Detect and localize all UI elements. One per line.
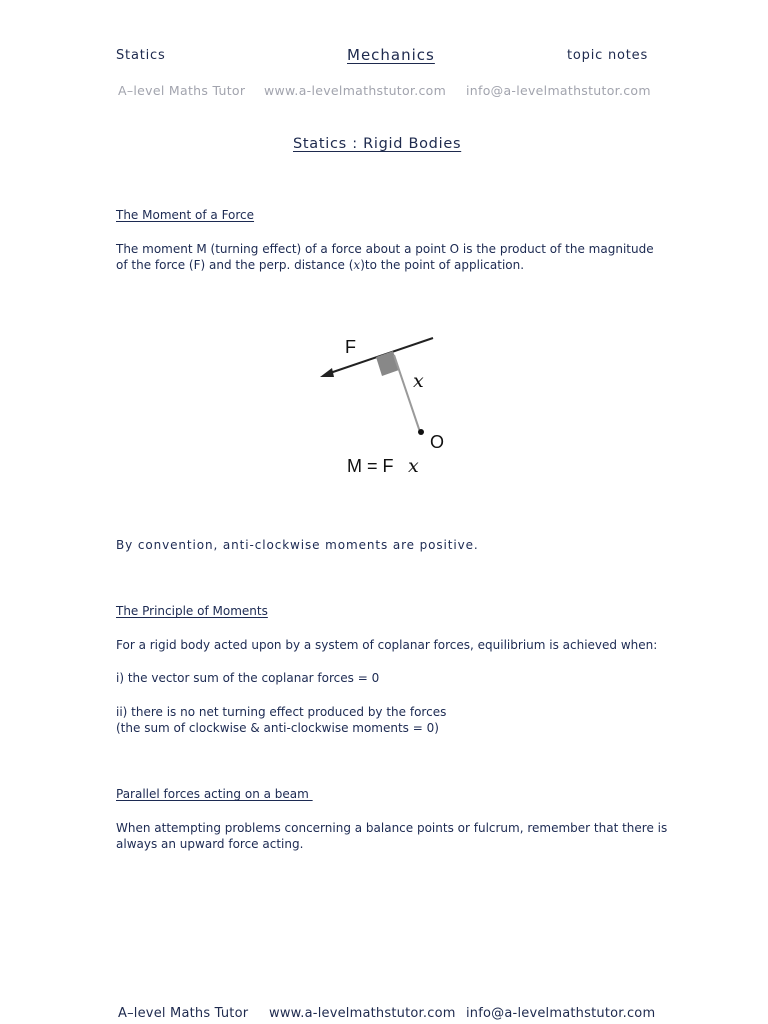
convention-text: By convention, anti-clockwise moments are positive.: [116, 538, 479, 552]
header-doc-type: topic notes: [567, 48, 649, 63]
moment-paragraph: [116, 241, 654, 273]
perpendicular-line: [394, 355, 420, 432]
section-heading-moment: The Moment of a Force: [116, 208, 255, 222]
footer-tutor-name: A–level Maths Tutor: [118, 1006, 249, 1021]
moment-paragraph-line: [116, 257, 654, 273]
formula-text: M = F: [347, 456, 394, 476]
formula-variable: x: [408, 455, 419, 477]
page-title: Statics : Rigid Bodies: [293, 136, 462, 152]
header-subject: Mechanics: [347, 46, 435, 64]
section-heading-beam: Parallel forces acting on a beam: [116, 787, 313, 801]
principle-item-1: i) the vector sum of the coplanar forces = 0: [116, 671, 380, 685]
force-arrowhead: [320, 368, 334, 377]
header-topic: Statics: [116, 48, 166, 63]
force-label: F: [345, 337, 356, 357]
distance-label: x: [413, 370, 424, 392]
beam-paragraph: [116, 820, 667, 852]
footer-website-link[interactable]: www.a-levelmathstutor.com: [269, 1006, 456, 1021]
point-label: O: [430, 432, 445, 452]
beam-paragraph-line: When attempting problems concerning a balance points or fulcrum, remember that there is: [116, 821, 668, 835]
footer-email-link[interactable]: info@a-levelmathstutor.com: [466, 1006, 656, 1021]
header-tutor-name: A–level Maths Tutor: [118, 83, 246, 98]
principle-item-2-line: ii) there is no net turning effect produced by the forces: [116, 705, 447, 719]
header-email-link[interactable]: info@a-levelmathstutor.com: [466, 83, 651, 98]
principle-intro: For a rigid body acted upon by a system of coplanar forces, equilibrium is achieved when:: [116, 638, 658, 652]
moment-text: of the force (F) and the perp. distance (: [116, 258, 354, 272]
header-website-link[interactable]: www.a-levelmathstutor.com: [264, 83, 447, 98]
section-heading-principle: The Principle of Moments: [116, 604, 268, 618]
principle-item-2: [116, 704, 446, 736]
principle-item-2-line: (the sum of clockwise & anti-clockwise moments = 0): [116, 721, 439, 735]
pivot-point: [418, 429, 424, 435]
right-angle-marker: [376, 351, 399, 376]
beam-paragraph-line: always an upward force acting.: [116, 837, 304, 851]
moment-diagram: [300, 325, 470, 485]
distance-variable: x: [353, 258, 361, 272]
moment-paragraph-line: The moment M (turning effect) of a force about a point O is the product of the magnitude: [116, 242, 654, 256]
moment-text: )to the point of application.: [360, 258, 525, 272]
